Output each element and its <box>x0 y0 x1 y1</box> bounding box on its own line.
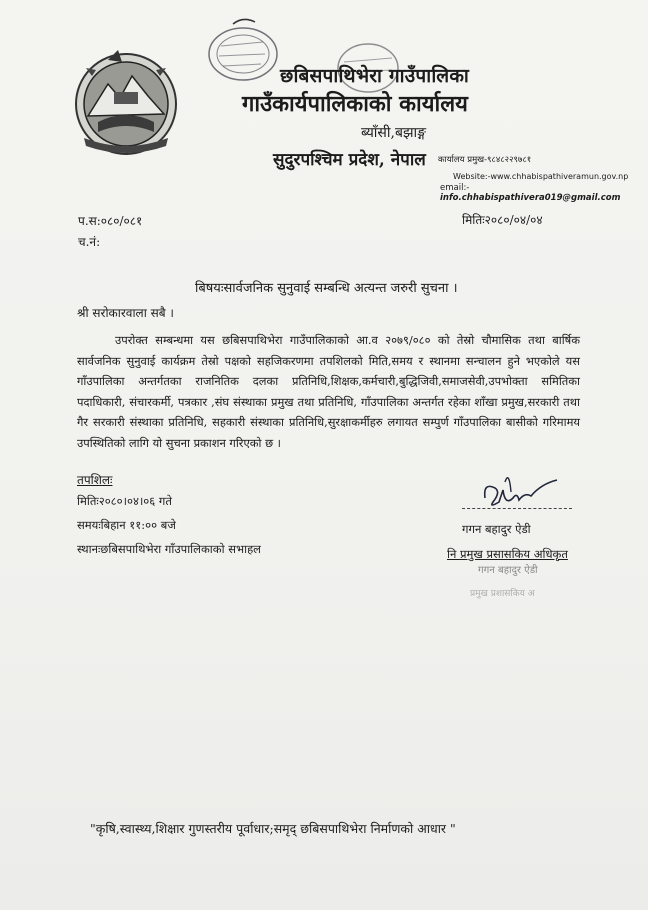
signatory-stamp-name: गगन बहादुर ऐडी <box>478 565 538 576</box>
notice-body: उपरोक्त सम्बन्धमा यस छबिसपाथिभेरा गाउँपालिकाको आ.व २०७९/०८० को तेस्रो चौमासिक तथा बार्षिक सार्वजनिक सुनुवाई कार्यक्रम तेस्रो पक्षको सहजिकरणमा तपशिलको मिति,समय र स्थानमा सन्चालन हुने भएकोले यस गाँउपालिका अन्तर्गतका राजनितिक दलका प्रतिनिधि,शिक्षक,कर्मचारी,बुद्धिजिवी,समाजसेवी,उपभोक्ता समितिका पदाधिकारी, संचारकर्मी, पत्रकार ,संघ संस्थाका प्रमुख तथा प्रतिनिधि, गाँउपालिका अन्तर्गत रहेका शाँखा प्रमुख,सरकारी तथा गैर सरकारी संस्थाका प्रतिनिधि, सहकारी संस्थाका प्रतिनिधि,सुरक्षाकर्मीहरु लगायत सम्पुर्ण गाँउपालिका बासीको गरिमामय उपस्थितिको लागि यो सुचना प्रकाशन गरिएको छ । <box>77 333 580 450</box>
event-date: मितिः२०८०।०४।०६ गते <box>77 494 172 508</box>
nepal-emblem-icon <box>70 46 182 158</box>
office-name: गाउँकार्यपालिकाको कार्यालय <box>242 91 468 117</box>
email-prefix: email:- <box>440 183 470 193</box>
email-address: info.chhabispathivera019@gmail.com <box>440 193 621 203</box>
letter-number: प.स:०८०/०८१ <box>78 214 143 228</box>
province-name: सुदुरपश्चिम प्रदेश, नेपाल <box>273 150 426 170</box>
municipality-name: छबिसपाथिभेरा गाउँपालिका <box>280 65 470 87</box>
event-place: स्थानःछबिसपाथिभेरा गाँउपालिकाको सभाहल <box>77 542 261 556</box>
signatory-title: नि प्रमुख प्रसासकिय अधिकृत <box>447 547 568 561</box>
email-text <box>440 183 648 203</box>
addressee: श्री सरोकारवाला सबै । <box>77 306 174 320</box>
letter-date: मितिः२०८०/०४/०४ <box>462 213 543 227</box>
dispatch-number: च.नं: <box>78 235 101 249</box>
office-phone: कार्यालय प्रमुख-९८४८२२९७८१ <box>438 155 532 165</box>
footer-slogan: "कृषि,स्वास्थ्य,शिक्षार गुणस्तरीय पूर्वाधार;समृद् छबिसपाथिभेरा निर्माणको आधार " <box>90 821 456 836</box>
signatory-name: गगन बहादुर ऐडी <box>462 522 531 536</box>
signature-line <box>462 508 572 509</box>
office-location: ब्याँसी,बझाङ्ग <box>361 125 427 141</box>
notice-subject: बिषयःसार्वजनिक सुनुवाई सम्बन्धि अत्यन्त जरुरी सुचना । <box>195 281 458 296</box>
event-time: समयःबिहान ११:०० बजे <box>77 518 176 532</box>
signatory-stamp-title: प्रमुख प्रशासकिय अ <box>470 589 535 599</box>
website-text: Website:-www.chhabispathiveramun.gov.np <box>453 172 629 181</box>
details-heading: तपशिलः <box>77 473 113 487</box>
signature-icon <box>465 462 565 522</box>
